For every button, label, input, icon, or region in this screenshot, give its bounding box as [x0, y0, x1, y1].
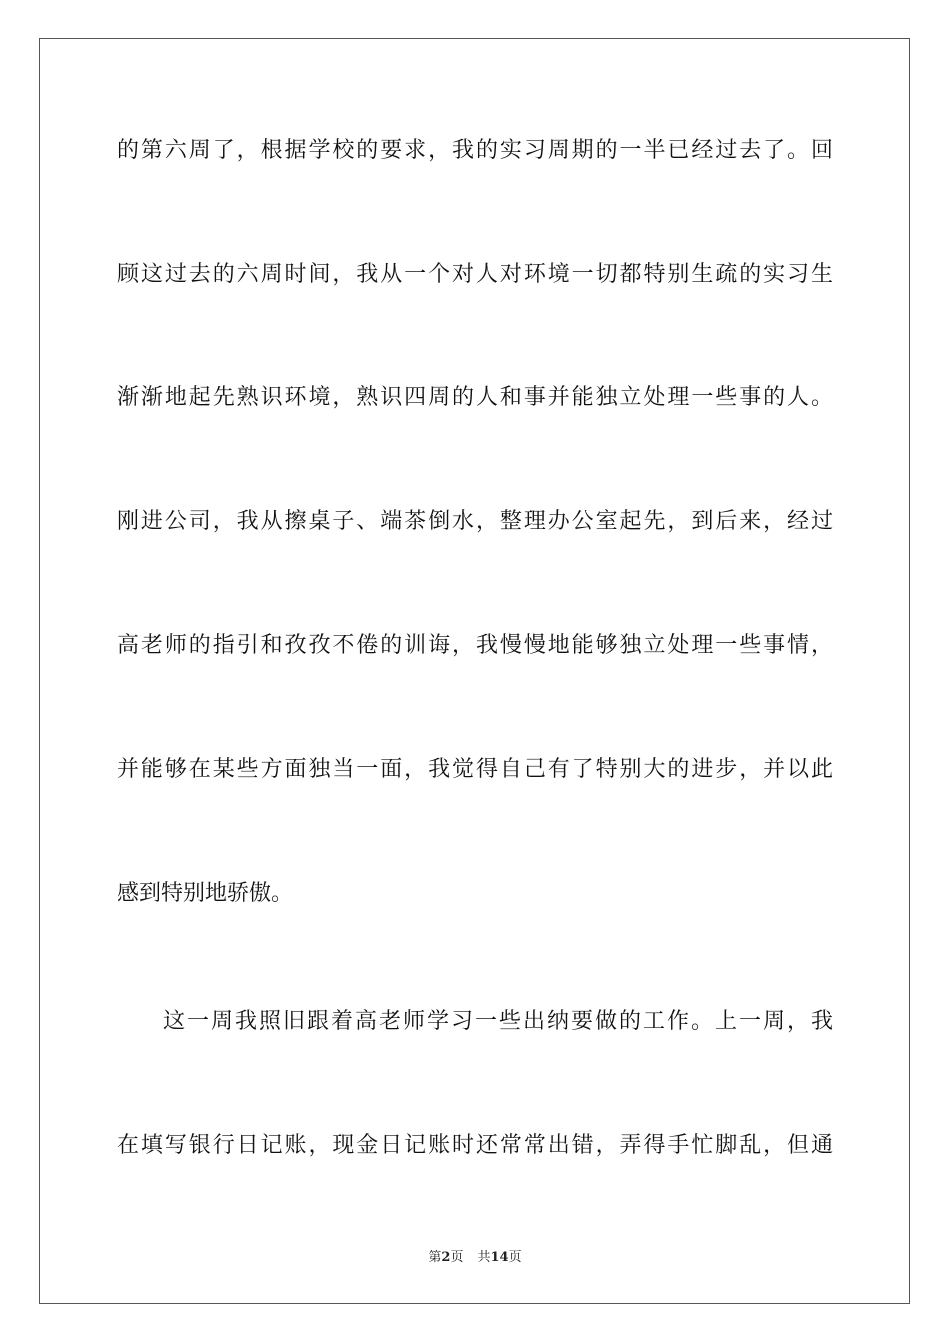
body-text-line-9: 在填写银行日记账，现金日记账时还常常出错，弄得手忙脚乱，但通	[117, 1133, 833, 1158]
body-text-line-6: 并能够在某些方面独当一面，我觉得自己有了特别大的进步，并以此	[117, 757, 833, 782]
page-prefix: 第	[428, 1250, 442, 1265]
body-text-line-3: 渐渐地起先熟识环境，熟识四周的人和事并能独立处理一些事的人。	[117, 385, 833, 410]
total-suffix: 页	[508, 1250, 522, 1265]
body-text-line-1: 的第六周了，根据学校的要求，我的实习周期的一半已经过去了。回	[117, 138, 833, 163]
page-number: 2	[441, 1250, 451, 1265]
page-border	[39, 38, 910, 1304]
body-text-line-7: 感到特别地骄傲。	[117, 881, 294, 906]
body-text-line-8: 这一周我照旧跟着高老师学习一些出纳要做的工作。上一周，我	[163, 1009, 833, 1034]
body-text-line-4: 刚进公司，我从擦桌子、端茶倒水，整理办公室起先，到后来，经过	[117, 509, 833, 534]
body-text-line-5: 高老师的指引和孜孜不倦的训诲，我慢慢地能够独立处理一些事情，	[117, 633, 833, 658]
page-footer	[0, 1246, 950, 1265]
total-pages: 14	[490, 1250, 509, 1265]
page-suffix: 页	[450, 1250, 464, 1265]
total-prefix: 共	[477, 1250, 491, 1265]
body-text-line-2: 顾这过去的六周时间，我从一个对人对环境一切都特别生疏的实习生	[117, 262, 833, 287]
